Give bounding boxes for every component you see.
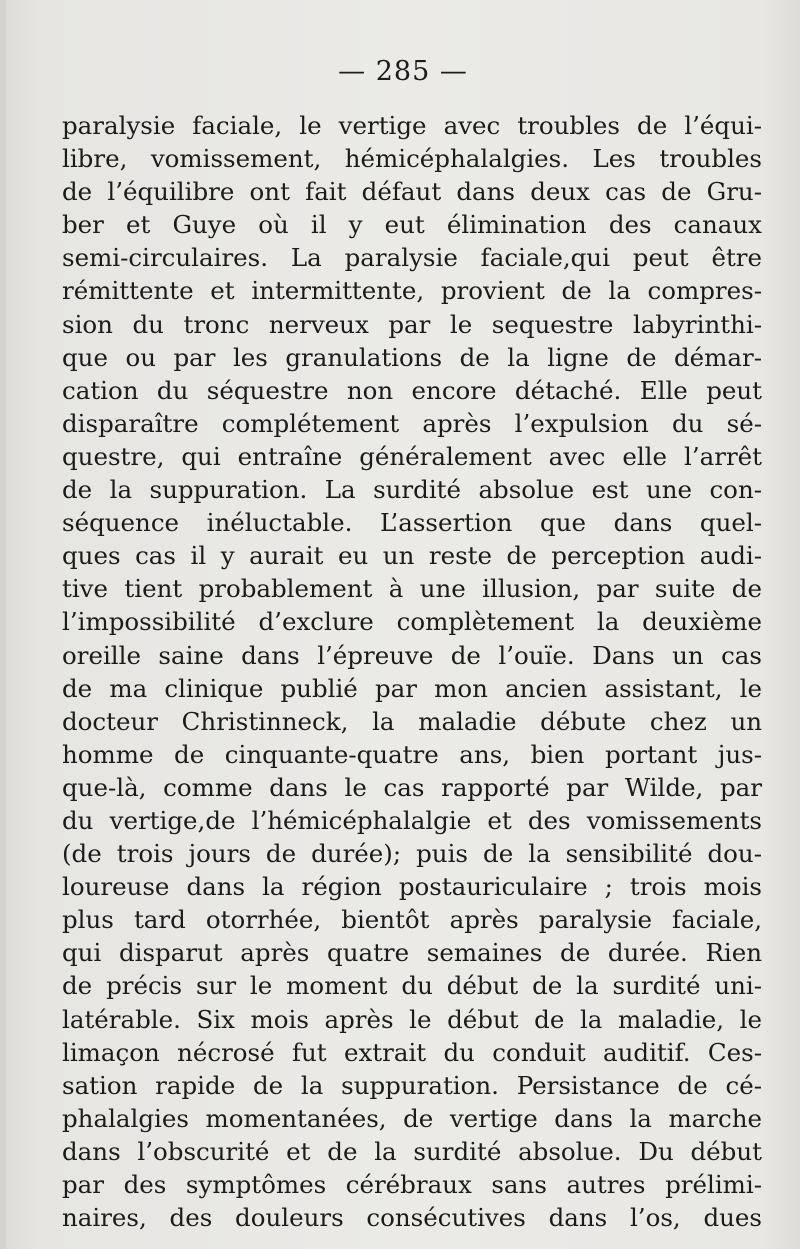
text-line: paralysie faciale, le vertige avec troubles de l’équi- — [62, 111, 762, 140]
text-line: plus tard otorrhée, bientôt après paralysie faciale, — [62, 905, 762, 935]
text-line: naires, des douleurs consécutives dans l’os, dues — [62, 1203, 762, 1233]
text-line: par des symptômes cérébraux sans autres prélimi- — [62, 1170, 762, 1199]
text-line: libre, vomissement, hémicéphalalgies. Les troubles — [62, 144, 762, 174]
text-line: de la suppuration. La surdité absolue est une con- — [62, 475, 762, 505]
page-number: — 285 — — [338, 56, 468, 87]
text-line: qui disparut après quatre semaines de durée. Rien — [62, 938, 762, 968]
text-line: semi-circulaires. La paralysie faciale,qui peut être — [62, 243, 762, 273]
text-line: ber et Guye où il y eut élimination des canaux — [62, 210, 762, 240]
text-line: loureuse dans la région postauriculaire ; trois mois — [62, 872, 762, 902]
text-line: de ma clinique publié par mon ancien assistant, le — [62, 673, 762, 703]
text-line: sion du tronc nerveux par le sequestre labyrinthi- — [62, 309, 762, 339]
text-line: cation du séquestre non encore détaché. Elle peut — [62, 375, 762, 405]
text-line: sation rapide de la suppuration. Persistance de cé- — [62, 1070, 762, 1100]
text-line: phalalgies momentanées, de vertige dans la marche — [62, 1103, 762, 1133]
text-line: homme de cinquante-quatre ans, bien portant jus- — [62, 739, 762, 769]
text-line: du vertige,de l’hémicéphalalgie et des vomissements — [62, 805, 762, 835]
text-line: séquence inéluctable. L’assertion que dans quel- — [62, 508, 762, 538]
text-line: de l’équilibre ont fait défaut dans deux cas de Gru- — [62, 177, 762, 207]
book-page — [6, 0, 800, 1249]
text-line: de précis sur le moment du début de la surdité uni- — [62, 971, 762, 1001]
text-line: oreille saine dans l’épreuve de l’ouïe. Dans un cas — [62, 640, 762, 670]
text-line: ques cas il y aurait eu un reste de perception audi- — [62, 541, 762, 571]
body-text — [62, 109, 762, 1234]
text-line: docteur Christinneck, la maladie débute chez un — [62, 706, 762, 736]
text-line: rémittente et intermittente, provient de la compres- — [62, 276, 762, 306]
text-line: l’impossibilité d’exclure complètement la deuxième — [62, 607, 762, 637]
text-line: latérable. Six mois après le début de la maladie, le — [62, 1004, 762, 1034]
text-line: disparaître complétement après l’expulsion du sé- — [62, 408, 762, 438]
text-line: (de trois jours de durée); puis de la sensibilité dou- — [62, 839, 762, 869]
text-line: dans l’obscurité et de la surdité absolue. Du début — [62, 1136, 762, 1166]
text-line: limaçon nécrosé fut extrait du conduit auditif. Ces- — [62, 1037, 762, 1067]
text-line: que-là, comme dans le cas rapporté par Wilde, par — [62, 772, 762, 802]
text-line: tive tient probablement à une illusion, par suite de — [62, 574, 762, 604]
text-line: que ou par les granulations de la ligne de démar- — [62, 342, 762, 372]
text-line: questre, qui entraîne généralement avec elle l’arrêt — [62, 441, 762, 471]
